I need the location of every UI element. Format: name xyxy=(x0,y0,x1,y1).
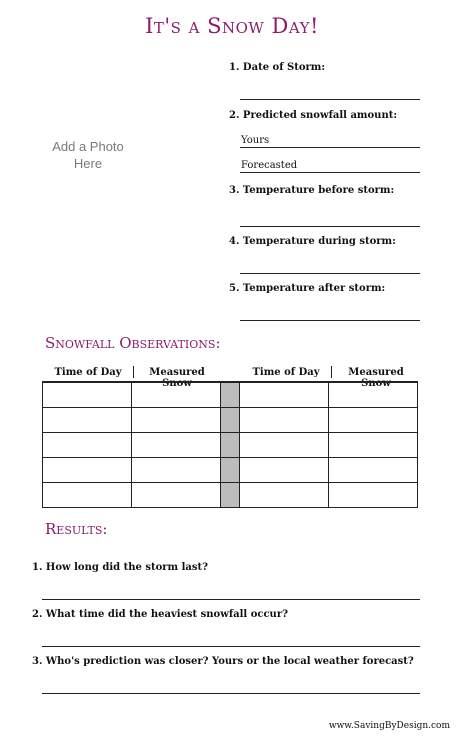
gap-column xyxy=(221,458,240,483)
answer-line-heaviest[interactable] xyxy=(42,646,420,647)
table-row xyxy=(43,433,418,458)
cell-measured-snow[interactable] xyxy=(132,382,221,408)
gap-column xyxy=(221,382,240,408)
cell-measured-snow[interactable] xyxy=(132,483,221,508)
gap-column xyxy=(221,433,240,458)
cell-time-of-day[interactable] xyxy=(43,408,132,433)
label-yours: Yours xyxy=(241,135,270,146)
header-measured-snow-1: Measured Snow xyxy=(149,367,205,389)
gap-column xyxy=(221,408,240,433)
answer-line-date[interactable] xyxy=(240,99,420,100)
footer-site-url: www.SavingByDesign.com xyxy=(328,721,450,731)
header-measured-snow-2: Measured Snow xyxy=(348,367,404,389)
cell-measured-snow[interactable] xyxy=(132,408,221,433)
cell-time-of-day[interactable] xyxy=(240,483,329,508)
question-temp-during: 4. Temperature during storm: xyxy=(229,236,396,247)
observations-heading: Snowfall Observations: xyxy=(45,334,221,352)
cell-measured-snow[interactable] xyxy=(329,382,418,408)
cell-time-of-day[interactable] xyxy=(43,458,132,483)
cell-time-of-day[interactable] xyxy=(240,408,329,433)
table-row xyxy=(43,382,418,408)
result-question-duration: 1. How long did the storm last? xyxy=(32,562,208,573)
results-heading: Results: xyxy=(45,520,108,538)
gap-column xyxy=(221,483,240,508)
answer-line-temp-during[interactable] xyxy=(240,273,420,274)
cell-time-of-day[interactable] xyxy=(240,458,329,483)
table-row xyxy=(43,458,418,483)
cell-measured-snow[interactable] xyxy=(132,433,221,458)
question-temp-before: 3. Temperature before storm: xyxy=(229,185,395,196)
header-time-of-day-1: Time of Day xyxy=(54,367,122,378)
result-question-prediction: 3. Who's prediction was closer? Yours or the local weather forecast? xyxy=(32,656,414,667)
cell-measured-snow[interactable] xyxy=(329,483,418,508)
answer-line-duration[interactable] xyxy=(42,599,420,600)
cell-time-of-day[interactable] xyxy=(43,382,132,408)
answer-line-yours[interactable] xyxy=(240,147,420,148)
cell-measured-snow[interactable] xyxy=(329,433,418,458)
cell-measured-snow[interactable] xyxy=(329,408,418,433)
table-row xyxy=(43,408,418,433)
observations-table xyxy=(42,381,418,508)
table-row xyxy=(43,483,418,508)
photo-placeholder xyxy=(38,138,138,172)
question-temp-after: 5. Temperature after storm: xyxy=(229,283,386,294)
cell-measured-snow[interactable] xyxy=(329,458,418,483)
cell-time-of-day[interactable] xyxy=(240,382,329,408)
answer-line-forecasted[interactable] xyxy=(240,172,420,173)
label-forecasted: Forecasted xyxy=(241,160,298,171)
cell-time-of-day[interactable] xyxy=(43,483,132,508)
answer-line-prediction[interactable] xyxy=(42,693,420,694)
cell-time-of-day[interactable] xyxy=(240,433,329,458)
answer-line-temp-after[interactable] xyxy=(240,320,420,321)
result-question-heaviest: 2. What time did the heaviest snowfall occur? xyxy=(32,609,288,620)
header-time-of-day-2: Time of Day xyxy=(252,367,320,378)
cell-time-of-day[interactable] xyxy=(43,433,132,458)
answer-line-temp-before[interactable] xyxy=(240,226,420,227)
page-title: It's a Snow Day! xyxy=(145,14,319,38)
cell-measured-snow[interactable] xyxy=(132,458,221,483)
question-date-of-storm: 1. Date of Storm: xyxy=(229,62,326,73)
question-predicted-snowfall: 2. Predicted snowfall amount: xyxy=(229,110,398,121)
photo-placeholder-text: Add a Photo Here xyxy=(52,139,124,171)
